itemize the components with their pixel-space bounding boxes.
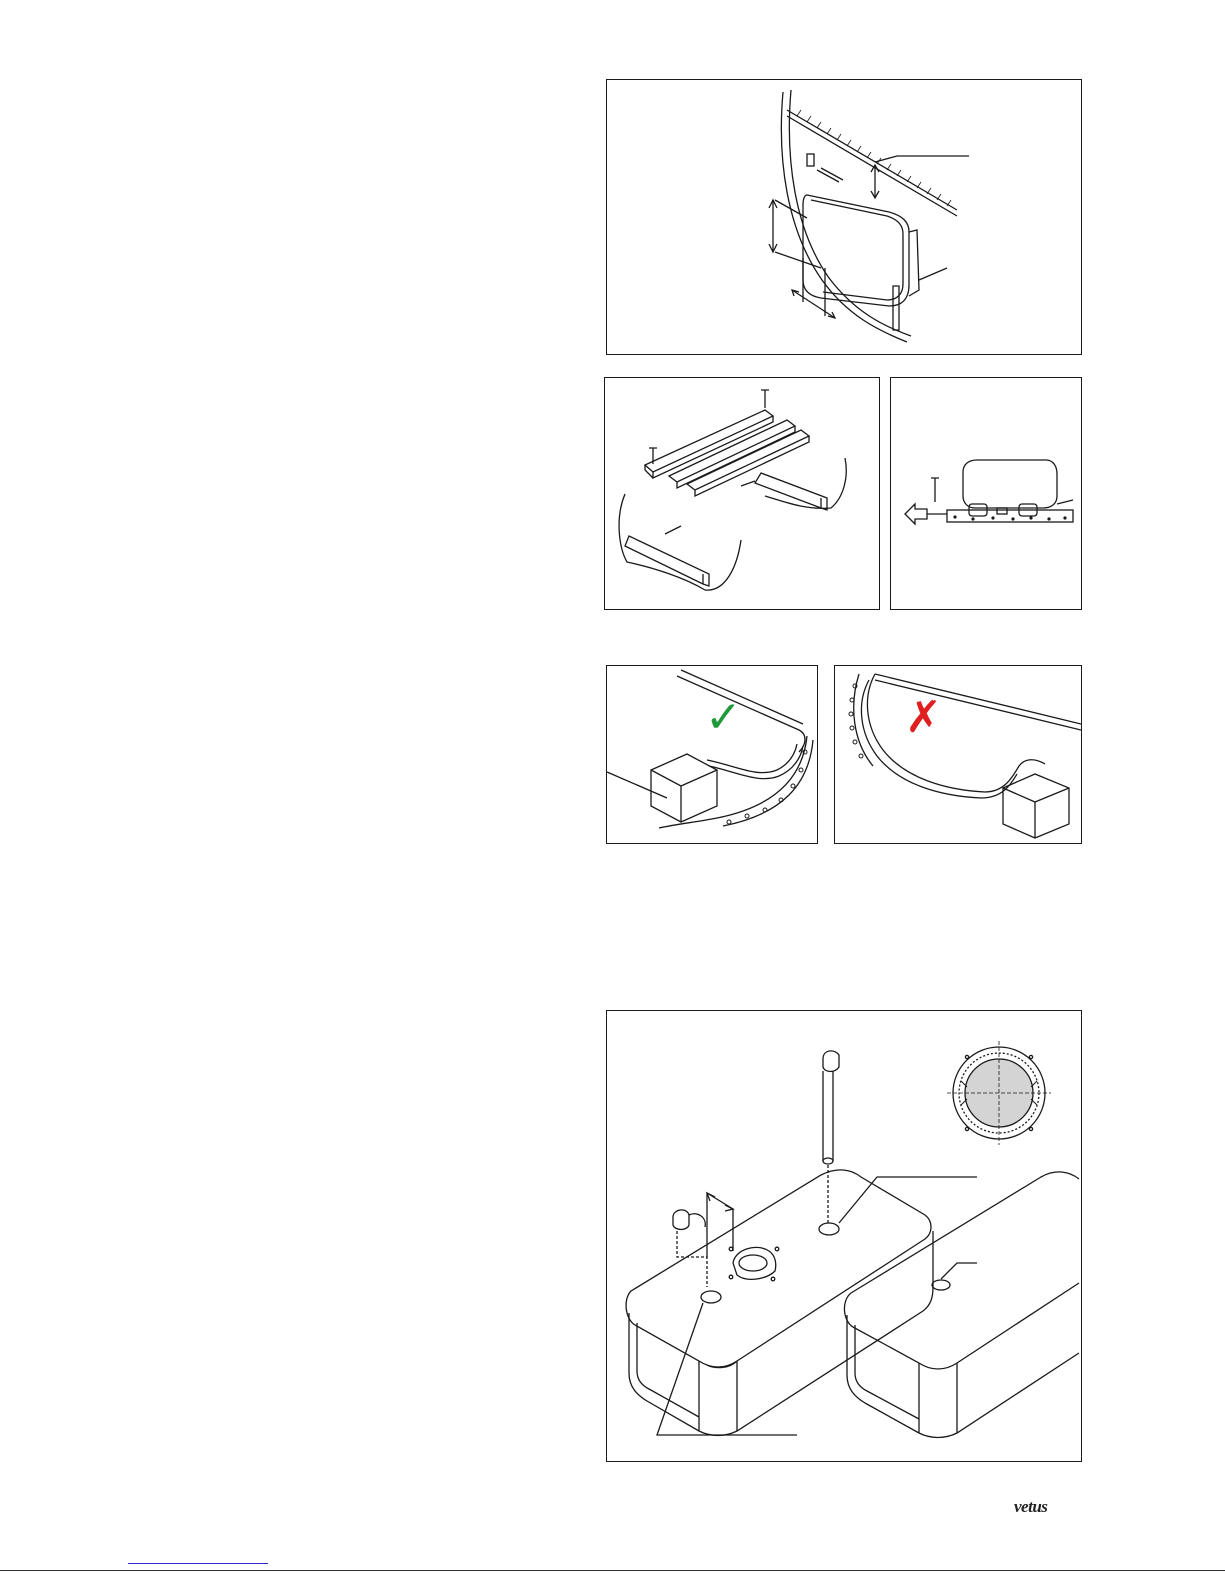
incorrect-cross-mark: ✗ xyxy=(905,692,942,743)
figure-tank-on-strip xyxy=(890,377,1082,610)
hose-incorrect-drawing xyxy=(835,666,1082,844)
tank-on-strip-drawing xyxy=(891,378,1082,610)
tank-fittings-drawing xyxy=(607,1011,1082,1462)
mounting-strips-drawing xyxy=(605,378,880,610)
vetus-logo: vetus xyxy=(1014,1497,1048,1516)
correct-check-mark: ✓ xyxy=(705,692,742,743)
footer-rule xyxy=(0,1570,1225,1571)
tank-placement-drawing xyxy=(607,80,1082,355)
footer-link-underline[interactable] xyxy=(128,1563,268,1564)
figure-hose-incorrect xyxy=(834,665,1082,844)
figure-mounting-strips xyxy=(604,377,880,610)
figure-tank-fittings xyxy=(606,1010,1082,1462)
figure-tank-placement xyxy=(606,79,1082,355)
figure-hose-correct xyxy=(606,665,818,844)
